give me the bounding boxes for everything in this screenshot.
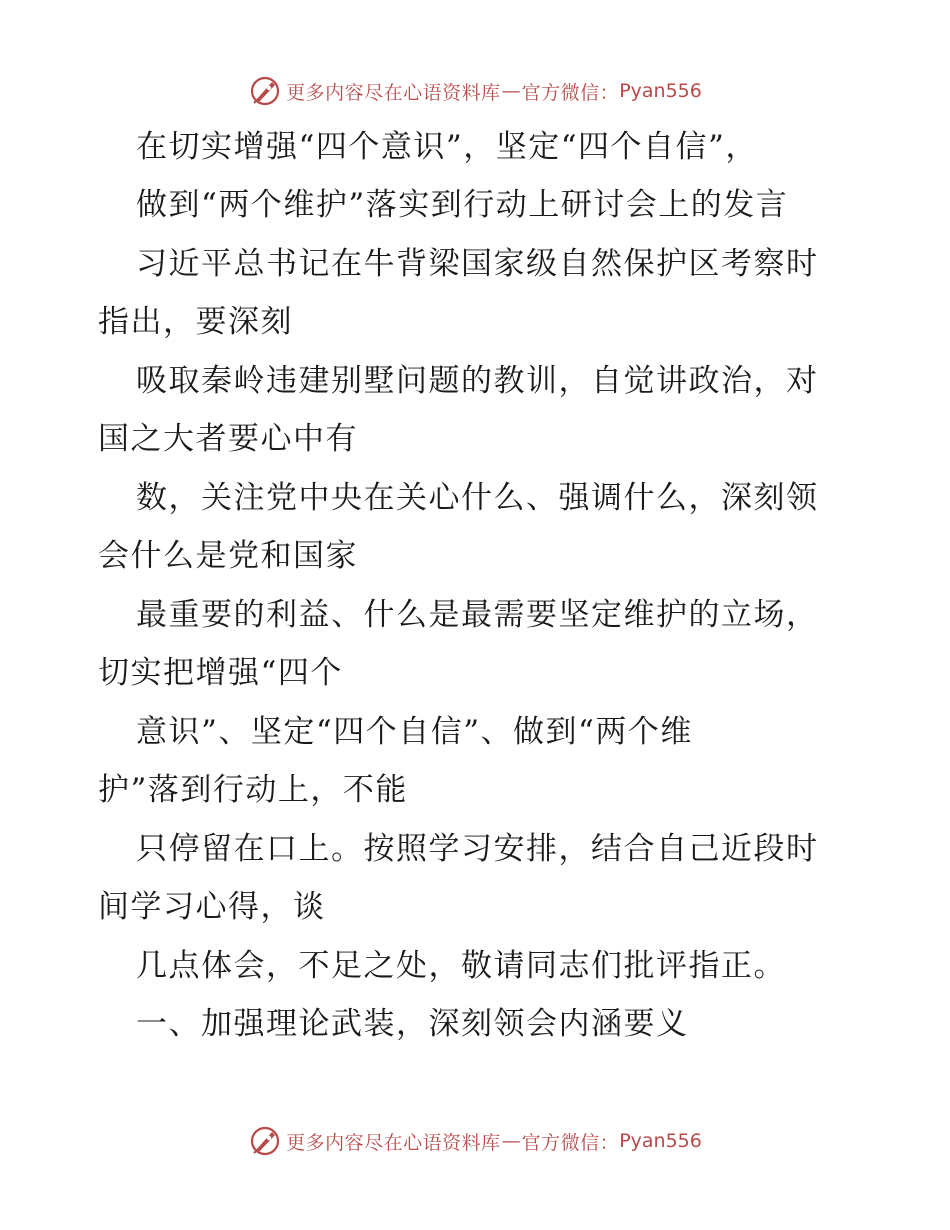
text-line: 只停留在口上。按照学习安排，结合自己近段时 xyxy=(136,831,819,867)
banner-wechat-label: 官方微信： xyxy=(521,1131,620,1154)
text-line: 在切实增强“四个意识”，坚定“四个自信”， xyxy=(136,129,758,165)
text-line: 吸取秦岭违建别墅问题的教训，自觉讲政治，对 xyxy=(136,363,819,399)
quill-pen-logo-icon xyxy=(248,1124,282,1158)
banner-dash: — xyxy=(501,1130,521,1152)
banner-site-text: 更多内容尽在心语资料库 xyxy=(286,81,501,104)
text-line: 数，关注党中央在关心什么、强调什么，深刻领 xyxy=(136,480,819,516)
text-line: 做到“两个维护”落实到行动上研讨会上的发言 xyxy=(136,187,789,223)
banner-dash: — xyxy=(501,80,521,102)
text-line: 护”落到行动上，不能 xyxy=(98,772,408,808)
footer-banner xyxy=(0,1121,950,1161)
text-line: 最重要的利益、什么是最需要坚定维护的立场， xyxy=(136,597,819,633)
text-line: 几点体会，不足之处，敬请同志们批评指正。 xyxy=(136,948,786,984)
text-line: 切实把增强“四个 xyxy=(98,655,343,691)
text-line: 意识”、坚定“四个自信”、做到“两个维 xyxy=(136,714,693,750)
text-line: 会什么是党和国家 xyxy=(98,538,358,574)
text-line: 间学习心得，谈 xyxy=(98,889,326,925)
banner-wechat-id: Pyan556 xyxy=(619,1130,702,1152)
text-line: 指出，要深刻 xyxy=(98,304,293,340)
banner-wechat-id: Pyan556 xyxy=(619,80,702,102)
banner-wechat-label: 官方微信： xyxy=(521,81,620,104)
section-heading: 一、加强理论武装，深刻领会内涵要义 xyxy=(136,1006,689,1042)
banner-site-text: 更多内容尽在心语资料库 xyxy=(286,1131,501,1154)
text-line: 习近平总书记在牛背梁国家级自然保护区考察时 xyxy=(136,246,819,282)
text-line: 国之大者要心中有 xyxy=(98,421,358,457)
